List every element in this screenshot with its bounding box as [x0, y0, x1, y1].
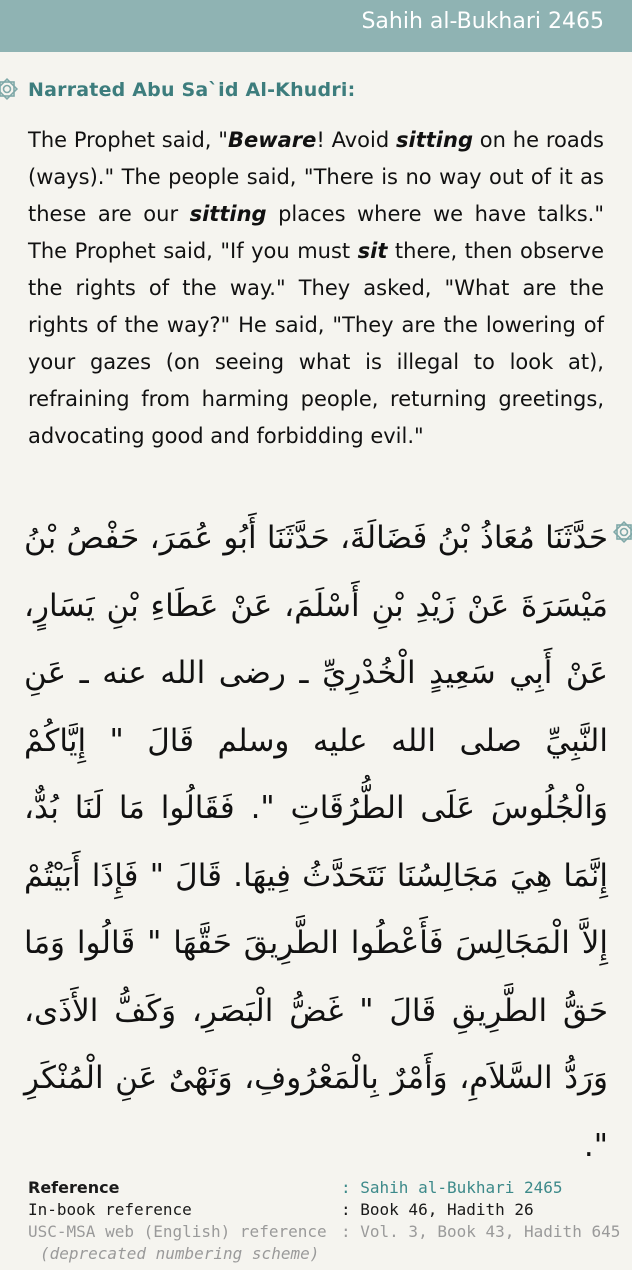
deprecated-note: (deprecated numbering scheme) — [40, 1244, 320, 1263]
uscmsa-reference-label: USC-MSA web (English) reference — [28, 1222, 327, 1241]
inbook-reference-row — [28, 1200, 618, 1222]
reference-link[interactable]: : Sahih al-Bukhari 2465 — [341, 1178, 563, 1197]
inbook-reference-label: In-book reference — [28, 1200, 192, 1219]
top-bar — [0, 0, 632, 52]
star-emblem-icon-arabic — [610, 518, 632, 546]
text-segment: places where we have talks." The Prophet said, "If you must — [28, 202, 605, 263]
page-title: Sahih al-Bukhari 2465 — [361, 9, 604, 34]
uscmsa-reference-value: : Vol. 3, Book 43, Hadith 645 — [341, 1222, 621, 1241]
reference-label: Reference — [28, 1178, 120, 1197]
emphasized-word: Beware — [227, 128, 317, 152]
emphasized-word: sitting — [396, 128, 473, 152]
arabic-hadith-text: حَدَّثَنَا مُعَاذُ بْنُ فَضَالَةَ، حَدَّثَنَا أَبُو عُمَرَ، حَفْصُ بْنُ مَيْسَرَةَ عَنْ زَيْدِ بْنِ أَسْلَمَ، عَنْ عَطَاءِ بْنِ يَسَارٍ، عَنْ أَبِي سَعِيدٍ الْخُدْرِيِّ ـ رضى الله عنه ـ عَنِ النَّبِيِّ صلى الله عليه وسلم قَالَ " إِيَّاكُمْ وَالْجُلُوسَ عَلَى الطُّرُقَاتِ ". فَقَالُوا مَا لَنَا بُدٌّ، إِنَّمَا هِيَ مَجَالِسُنَا نَتَحَدَّثُ فِيهَا. قَالَ " فَإِذَا أَبَيْتُمْ إِلاَّ الْمَجَالِسَ فَأَعْطُوا الطَّرِيقَ حَقَّهَا " قَالُوا وَمَا حَقُّ الطَّرِيقِ قَالَ " غَضُّ الْبَصَرِ، وَكَفُّ الأَذَى، وَرَدُّ السَّلاَمِ، وَأَمْرٌ بِالْمَعْرُوفِ، وَنَهْىٌ عَنِ الْمُنْكَرِ ". — [24, 520, 608, 1164]
text-segment: ! Avoid — [316, 128, 397, 152]
text-segment: on he roads (ways)." The people said, "There is no way out of it as these are our — [28, 128, 604, 226]
inbook-reference-value: : Book 46, Hadith 26 — [341, 1200, 534, 1219]
reference-table — [28, 1178, 621, 1266]
deprecated-note-row — [28, 1244, 618, 1266]
emphasized-word: sitting — [189, 202, 267, 226]
reference-row — [28, 1178, 618, 1200]
narrator-line: Narrated Abu Sa`id Al-Khudri: — [28, 79, 356, 101]
emphasized-word: sit — [357, 239, 388, 263]
text-segment: The Prophet said, " — [28, 128, 228, 152]
star-emblem-icon — [0, 76, 20, 102]
english-hadith-text — [28, 122, 604, 455]
uscmsa-reference-row — [28, 1222, 621, 1244]
text-segment: there, then observe the rights of the way." They asked, "What are the rights of the way?" He said, "They are the lowering of your gazes (on seeing what is illegal to look at), refraining from harming people, returning greetings, advocating good and forbidding evil." — [28, 239, 604, 448]
